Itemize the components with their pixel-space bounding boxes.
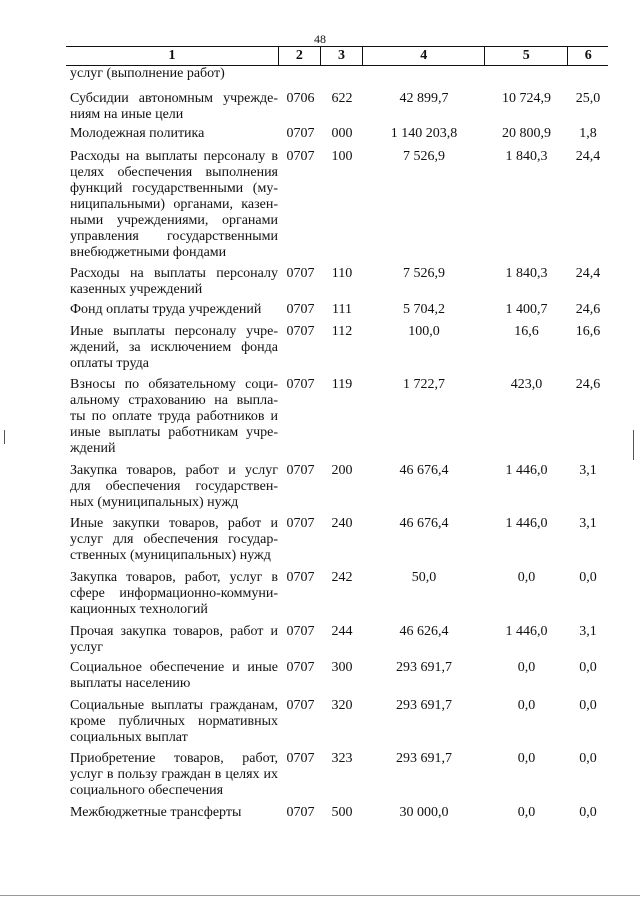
row-percent: 1,8	[579, 126, 597, 141]
row-percent: 0,0	[579, 698, 597, 713]
row-name: Молодежная политика	[70, 126, 205, 141]
row-section-code: 0707	[286, 266, 315, 281]
row-expense-code: 622	[331, 91, 353, 106]
row-section-code: 0707	[286, 805, 315, 820]
row-percent: 16,6	[575, 324, 601, 339]
row-plan-amount: 5 704,2	[403, 302, 445, 317]
row-plan-amount: 50,0	[411, 570, 437, 585]
row-expense-code: 240	[331, 516, 353, 531]
row-name: Расходы на выплаты персоналу в целях обеспечения выполнения функций государственными (му-ниципальными) органами, казен-ными учреждениями, органами управления государственными внебюджетными фондами	[70, 149, 278, 260]
row-expense-code: 110	[331, 266, 353, 281]
row-expense-code: 100	[331, 149, 353, 164]
row-plan-amount: 46 676,4	[399, 516, 449, 531]
row-percent: 3,1	[579, 516, 597, 531]
row-plan-amount: 7 526,9	[403, 149, 445, 164]
row-section-code: 0707	[286, 698, 315, 713]
row-actual-amount: 1 446,0	[505, 516, 548, 531]
row-name: Закупка товаров, работ и услуг для обеспечения государствен-ных (муниципальных) нужд	[70, 463, 278, 510]
row-expense-code: 119	[331, 377, 353, 392]
row-plan-amount: 293 691,7	[396, 660, 452, 675]
row-name: Расходы на выплаты персоналу казенных учреждений	[70, 266, 278, 297]
row-percent: 0,0	[579, 751, 597, 766]
row-expense-code: 000	[331, 126, 353, 141]
row-actual-amount: 0,0	[517, 660, 536, 675]
row-section-code: 0707	[286, 751, 315, 766]
row-plan-amount: 46 676,4	[399, 463, 449, 478]
row-actual-amount: 0,0	[517, 805, 536, 820]
row-percent: 0,0	[579, 805, 597, 820]
row-plan-amount: 42 899,7	[399, 91, 449, 106]
row-percent: 3,1	[579, 463, 597, 478]
row-section-code: 0707	[286, 324, 315, 339]
scan-edge-mark	[4, 430, 5, 444]
scan-bottom-line	[0, 895, 640, 896]
header-col-5: 5	[484, 47, 567, 65]
row-name: Фонд оплаты труда учреждений	[70, 302, 262, 317]
row-expense-code: 300	[331, 660, 353, 675]
row-actual-amount: 0,0	[517, 698, 536, 713]
row-name: Субсидии автономным учрежде-ниям на иные цели	[70, 91, 278, 122]
row-actual-amount: 16,6	[514, 324, 539, 339]
row-actual-amount: 1 840,3	[505, 149, 548, 164]
header-col-1: 1	[168, 48, 176, 63]
header-col-6: 6	[567, 47, 608, 65]
header-col-2: 2	[278, 47, 320, 65]
row-actual-amount: 423,0	[510, 377, 543, 392]
row-expense-code: 111	[332, 302, 352, 317]
row-expense-code: 112	[331, 324, 353, 339]
row-actual-amount: 0,0	[517, 751, 536, 766]
row-name: Закупка товаров, работ, услуг в сфере информационно-коммуни-кационных технологий	[70, 570, 278, 617]
header-col-4: 4	[362, 47, 484, 65]
row-plan-amount: 46 626,4	[399, 624, 449, 639]
row-expense-code: 320	[331, 698, 353, 713]
row-section-code: 0707	[286, 624, 315, 639]
row-section-code: 0707	[286, 463, 315, 478]
header-col-3: 3	[320, 47, 363, 65]
row-name: Социальное обеспечение и иные выплаты населению	[70, 660, 278, 691]
row-section-code: 0706	[286, 91, 315, 106]
row-expense-code: 323	[331, 751, 353, 766]
row-name: Иные выплаты персоналу учре-ждений, за исключением фонда оплаты труда	[70, 324, 278, 371]
row-percent: 24,4	[575, 149, 601, 164]
row-name: Взносы по обязательному соци-альному страхованию на выпла-ты по оплате труда работников и иные выплаты работникам учре-ждений	[70, 377, 278, 456]
row-actual-amount: 1 446,0	[505, 463, 548, 478]
row-percent: 24,4	[575, 266, 601, 281]
row-percent: 24,6	[575, 377, 601, 392]
row-percent: 0,0	[579, 570, 597, 585]
row-name: Межбюджетные трансферты	[70, 805, 242, 820]
row-section-code: 0707	[286, 516, 315, 531]
page-number: 48	[314, 32, 326, 46]
row-actual-amount: 1 840,3	[505, 266, 548, 281]
row-expense-code: 200	[331, 463, 353, 478]
row-section-code: 0707	[286, 302, 315, 317]
row-section-code: 0707	[286, 377, 315, 392]
row-plan-amount: 1 140 203,8	[390, 126, 458, 141]
row-plan-amount: 7 526,9	[403, 266, 445, 281]
row-percent: 0,0	[579, 660, 597, 675]
row-section-code: 0707	[286, 570, 315, 585]
row-section-code: 0707	[286, 149, 315, 164]
row-percent: 3,1	[579, 624, 597, 639]
row-actual-amount: 1 400,7	[505, 302, 548, 317]
row-plan-amount: 1 722,7	[403, 377, 445, 392]
row-plan-amount: 30 000,0	[399, 805, 449, 820]
row-expense-code: 500	[331, 805, 353, 820]
row-plan-amount: 293 691,7	[396, 751, 452, 766]
row-name: Приобретение товаров, работ, услуг в пользу граждан в целях их социального обеспечения	[70, 751, 278, 798]
row-name: Иные закупки товаров, работ и услуг для обеспечения государ-ственных (муниципальных) нужд	[70, 516, 278, 563]
row-name: Прочая закупка товаров, работ и услуг	[70, 624, 278, 655]
row-actual-amount: 1 446,0	[505, 624, 548, 639]
row-percent: 25,0	[575, 91, 601, 106]
row-percent: 24,6	[575, 302, 601, 317]
row-expense-code: 242	[331, 570, 353, 585]
row-section-code: 0707	[286, 126, 315, 141]
row-plan-amount: 293 691,7	[396, 698, 452, 713]
row-actual-amount: 10 724,9	[502, 91, 551, 106]
row-actual-amount: 20 800,9	[502, 126, 551, 141]
row-name: услуг (выполнение работ)	[70, 66, 225, 81]
row-section-code: 0707	[286, 660, 315, 675]
row-name: Социальные выплаты гражданам, кроме публичных нормативных социальных выплат	[70, 698, 278, 745]
table-header	[66, 47, 608, 66]
row-actual-amount: 0,0	[517, 570, 536, 585]
scan-edge-mark	[633, 430, 634, 460]
row-plan-amount: 100,0	[408, 324, 440, 339]
row-expense-code: 244	[331, 624, 353, 639]
